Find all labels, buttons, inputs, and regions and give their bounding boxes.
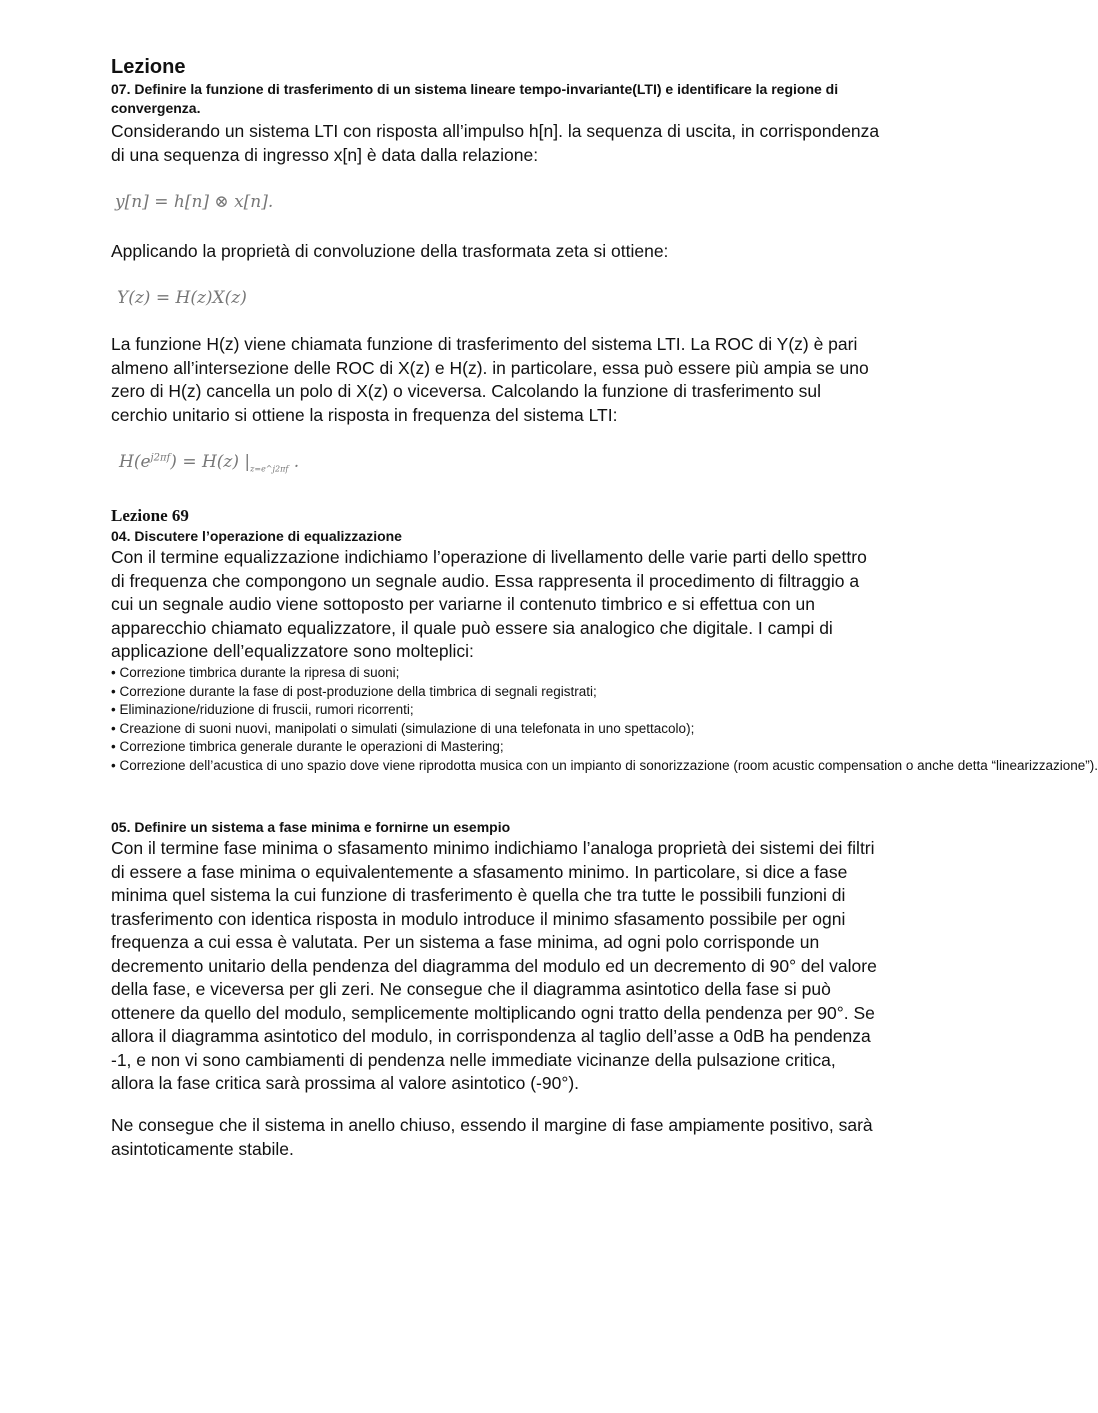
- lesson-69-title: Lezione 69: [111, 506, 189, 525]
- list-item: • Creazione di suoni nuovi, manipolati o simulati (simulazione di una telefonata in uno spettacolo);: [111, 720, 891, 739]
- eq-end: .: [288, 452, 300, 472]
- list-item: • Correzione timbrica durante la ripresa di suoni;: [111, 664, 891, 683]
- eq-mid: ) = H(z) |: [170, 452, 251, 472]
- paragraph-zeta-convolution: Applicando la proprietà di convoluzione della trasformata zeta si ottiene:: [111, 241, 669, 261]
- question-05: 05. Definire un sistema a fase minima e fornirne un esempio: [111, 819, 511, 835]
- equalizer-applications-list: [111, 664, 1098, 776]
- eq-lhs: H(e: [119, 452, 151, 472]
- lesson-title: Lezione: [111, 56, 186, 78]
- paragraph-transfer-function: La funzione H(z) viene chiamata funzione di trasferimento del sistema LTI. La ROC di Y(z) è pari almeno all’intersezione delle ROC di X(z) e H(z). in particolare, essa può essere più ampia se uno zero di H(z) cancella un polo di X(z) o viceversa. Calcolando la funzione di trasferimento sul cerchio unitario si ottiene la risposta in frequenza del sistema LTI:: [111, 334, 869, 425]
- list-item: • Correzione durante la fase di post-produzione della timbrica di segnali registrati;: [111, 683, 891, 702]
- equation-frequency-response: [119, 452, 299, 473]
- equation-convolution: y[n] = h[n] ⊗ x[n].: [115, 192, 274, 212]
- eq-exponent: j2πf: [150, 452, 171, 464]
- list-item: • Eliminazione/riduzione di fruscii, rumori ricorrenti;: [111, 701, 891, 720]
- question-04: 04. Discutere l’operazione di equalizzazione: [111, 528, 402, 544]
- list-item: • Correzione dell’acustica di uno spazio dove viene riprodotta musica con un impianto di sonorizzazione (room acustic compensation o anche detta “linearizzazione”).: [111, 757, 891, 776]
- list-item: • Correzione timbrica generale durante le operazioni di Mastering;: [111, 738, 891, 757]
- paragraph-minimum-phase: Con il termine fase minima o sfasamento minimo indichiamo l’analoga proprietà dei sistemi dei filtri di essere a fase minima o equivalentemente a sfasamento minimo. In particolare, si dice a fase minima quel sistema la cui funzione di trasferimento è quella che tra tutte le possibili funzioni di trasferimento con identica risposta in modulo introduce il minimo sfasamento possibile per ogni frequenza a cui essa è valutata. Per un sistema a fase minima, ad ogni polo corrisponde un decremento unitario della pendenza del diagramma del modulo ed un decremento di 90° del valore della fase, e viceversa per gli zeri. Ne consegue che il diagramma asintotico della fase si può ottenere da quello del modulo, semplicemente moltiplicando ogni tratto della pendenza per 90°. Se allora il diagramma asintotico del modulo, in corrispondenza al taglio dell’asse a 0dB ha pendenza -1, e non vi sono cambiamenti di pendenza nelle immediate vicinanze della pulsazione critica, allora la fase critica sarà prossima al valore asintotico (-90°).: [111, 838, 877, 1093]
- question-07: 07. Definire la funzione di trasferimento di un sistema lineare tempo-invariante(LTI) e identificare la regione di convergenza.: [111, 81, 839, 116]
- equation-transfer-product: Y(z) = H(z)X(z): [117, 288, 247, 308]
- eq-subscript: z=e^j2πf: [250, 464, 289, 474]
- paragraph-lti-intro: Considerando un sistema LTI con risposta all’impulso h[n]. la sequenza di uscita, in corrispondenza di una sequenza di ingresso x[n] è data dalla relazione:: [111, 121, 880, 165]
- paragraph-closed-loop: Ne consegue che il sistema in anello chiuso, essendo il margine di fase ampiamente positivo, sarà asintoticamente stabile.: [111, 1115, 873, 1159]
- paragraph-equalization: Con il termine equalizzazione indichiamo l’operazione di livellamento delle varie parti dello spettro di frequenza che compongono un segnale audio. Essa rappresenta il procedimento di filtraggio a cui un segnale audio viene sottoposto per variarne il contenuto timbrico e si effettua con un apparecchio chiamato equalizzatore, il quale può essere sia analogico che digitale. I campi di applicazione dell’equalizzatore sono molteplici:: [111, 547, 867, 661]
